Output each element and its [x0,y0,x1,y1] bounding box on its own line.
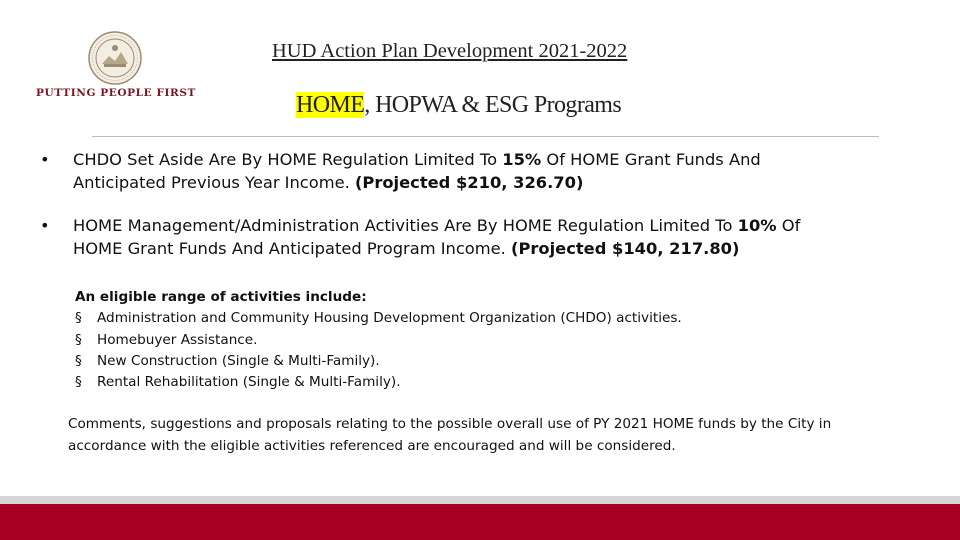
bullet-text-end: Of [776,216,801,235]
bullet-text-line2: Anticipated Previous Year Income. [73,173,355,192]
bullet-marker: • [40,216,50,235]
list-marker: § [75,352,82,369]
bullet-text-end: Of HOME Grant Funds And [541,150,761,169]
bullet-percent: 15% [502,150,542,169]
subtitle-rest: , HOPWA & ESG Programs [364,92,622,118]
footer-stripe [0,496,960,504]
list-item-text: Homebuyer Assistance. [97,331,258,348]
list-item-text: New Construction (Single & Multi-Family). [97,352,380,369]
bullet-list [28,148,908,280]
bullet-item-admin [28,214,908,260]
city-logo [36,30,196,102]
eligible-activities [75,287,682,393]
comments-paragraph [68,413,898,457]
comments-line2: accordance with the eligible activities referenced are encouraged and will be considered. [68,438,676,454]
footer-bar [0,504,960,540]
comments-line1: Comments, suggestions and proposals relating to the possible overall use of PY 2021 HOME funds by the City in [68,416,832,432]
bullet-text: CHDO Set Aside Are By HOME Regulation Limited To [73,150,503,169]
bullet-text-line2: HOME Grant Funds And Anticipated Program Income. [73,239,511,258]
bullet-projected: (Projected $140, 217.80) [511,239,740,258]
bullet-item-chdo [28,148,908,194]
list-item [75,308,682,329]
activities-heading: An eligible range of activities include: [75,289,367,305]
bullet-marker: • [40,150,50,169]
list-item [75,330,682,351]
list-marker: § [75,310,82,327]
subtitle-highlight: HOME [296,92,365,118]
bullet-text: HOME Management/Administration Activities Are By HOME Regulation Limited To [73,216,738,235]
city-seal-icon [87,30,143,86]
logo-tagline: PUTTING PEOPLE FIRST [36,87,196,99]
bullet-projected: (Projected $210, 326.70) [354,173,584,192]
list-marker: § [75,374,82,391]
list-item [75,372,682,393]
list-item [75,351,682,372]
list-marker: § [75,331,82,348]
header-divider [92,136,879,137]
page-subtitle [296,92,621,119]
list-item-text: Administration and Community Housing Development Organization (CHDO) activities. [97,310,682,327]
list-item-text: Rental Rehabilitation (Single & Multi-Family). [97,374,401,391]
page-title: HUD Action Plan Development 2021-2022 [272,40,628,62]
bullet-percent: 10% [737,216,777,235]
